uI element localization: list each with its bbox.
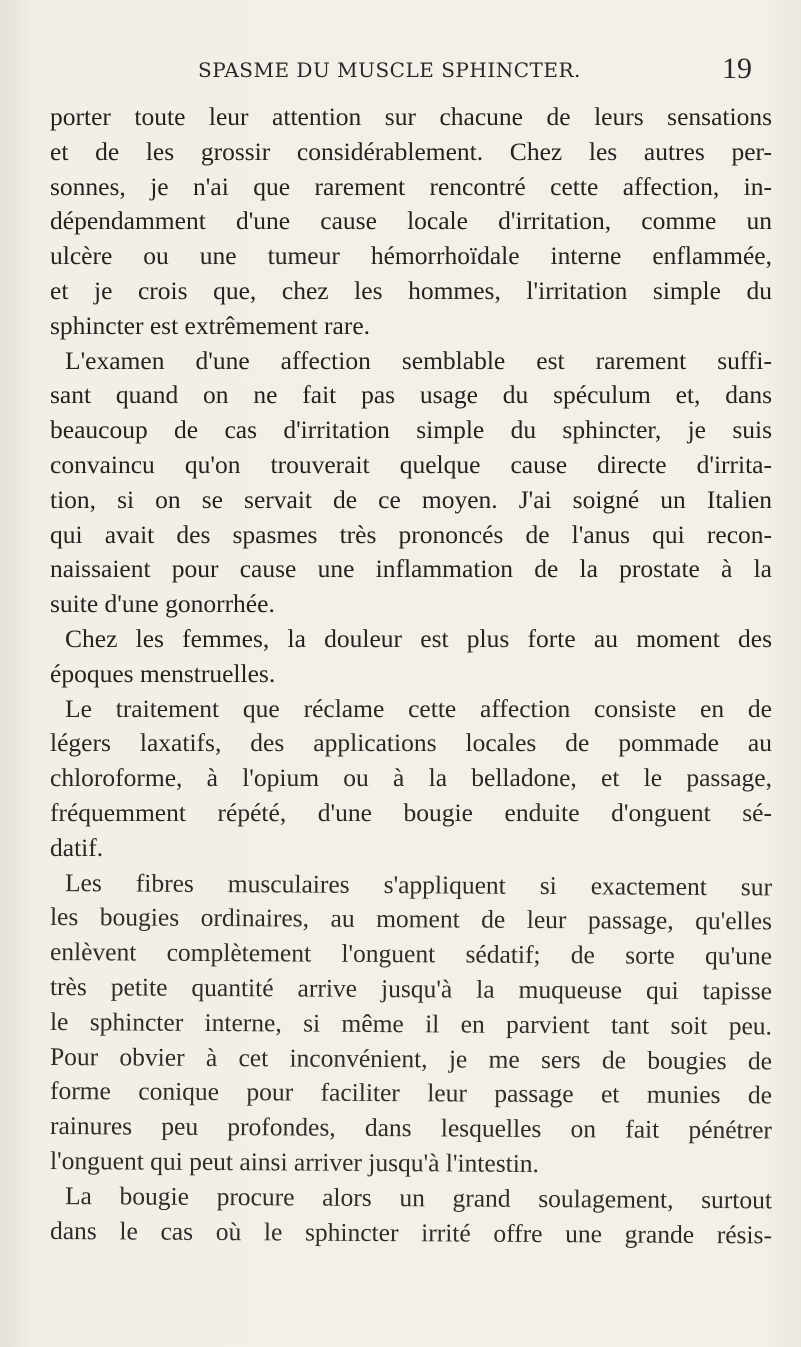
text-line: Pour obvier à cet inconvénient, je me sers de bougies de (49, 1041, 773, 1075)
text-line: suite d'une gonorrhée. (50, 589, 275, 619)
text-line: qui avait des spasmes très prononcés de l'anus qui recon- (50, 519, 772, 549)
text-line: forme conique pour faciliter leur passage et munies de (49, 1076, 773, 1110)
text-line: très petite quantité arrive jusqu'à la muqueuse qui tapisse (49, 971, 773, 1006)
paragraph-start: Le traitement que réclame cette affection consiste en de (65, 693, 772, 723)
paragraph-start: L'examen d'une affection semblable est rarement suffi- (65, 345, 772, 375)
text-line: sonnes, je n'ai que rarement rencontré cette affection, in- (50, 171, 772, 201)
text-line: convaincu qu'on trouverait quelque cause directe d'irrita- (50, 449, 772, 479)
page-header (0, 52, 801, 85)
text-line: porter toute leur attention sur chacune de leurs sensations (50, 102, 772, 131)
text-line: époques menstruelles. (50, 658, 276, 688)
text-line: ulcère ou une tumeur hémorrhoïdale interne enflammée, (50, 241, 772, 271)
text-line: dans le cas où le sphincter irrité offre une grande résis- (49, 1215, 773, 1249)
text-line: rainures peu profondes, dans lesquelles on fait pénétrer (49, 1111, 773, 1145)
text-line: tion, si on se servait de ce moyen. J'ai soigné un Italien (50, 484, 772, 514)
paragraph-start: Les fibres musculaires s'appliquent si exactement sur (64, 867, 773, 901)
text-line: datif. (50, 832, 104, 862)
paragraph-start: La bougie procure alors un grand soulagement, surtout (64, 1180, 773, 1215)
text-line: chloroforme, à l'opium ou à la belladone, et le passage, (50, 763, 772, 793)
text-line: et de les grossir considérablement. Chez les autres per- (50, 136, 772, 166)
text-line: légers laxatifs, des applications locales de pommade au (50, 728, 772, 758)
text-line: beaucoup de cas d'irritation simple du sphincter, je suis (50, 415, 772, 445)
text-line: fréquemment répété, d'une bougie enduite d'onguent sé- (50, 797, 772, 827)
text-line: dépendamment d'une cause locale d'irritation, comme un (50, 206, 772, 236)
text-line: sphincter est extrêmement rare. (50, 310, 371, 340)
text-line: le sphincter interne, si même il en parvient tant soit peu. (49, 1006, 773, 1041)
text-line: et je crois que, chez les hommes, l'irritation simple du (50, 275, 772, 305)
page-number: 19 (722, 52, 752, 85)
running-head: SPASME DU MUSCLE SPHINCTER. (198, 58, 581, 82)
text-line: naissaient pour cause une inflammation de la prostate à la (50, 554, 772, 584)
text-line: enlèvent complètement l'onguent sédatif; de sorte qu'une (49, 937, 773, 971)
paragraph-start: Chez les femmes, la douleur est plus forte au moment des (65, 623, 772, 653)
text-line: les bougies ordinaires, au moment de leur passage, qu'elles (49, 902, 773, 936)
text-line: l'onguent qui peut ainsi arriver jusqu'à l'intestin. (49, 1145, 540, 1178)
text-line: sant quand on ne fait pas usage du spéculum et, dans (50, 380, 772, 410)
body-text (50, 100, 772, 1248)
